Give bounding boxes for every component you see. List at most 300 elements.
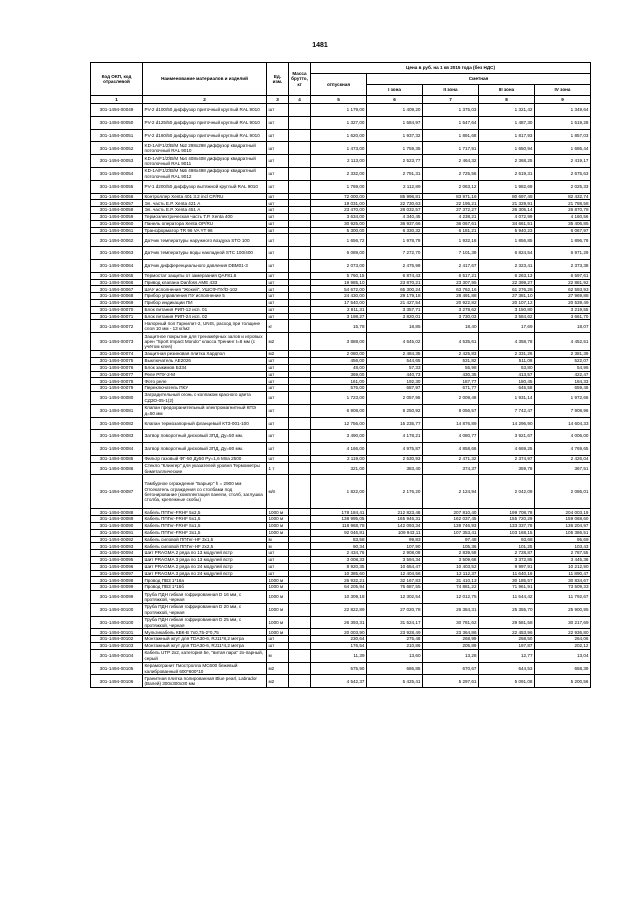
row-name: Фильтр газовый ФГ-50 Ду50 Ру=1,6 Мпа 2500 <box>143 455 267 462</box>
row-mass <box>289 142 311 155</box>
row-zone-3-price: 180,45 <box>479 378 535 385</box>
row-release-price: 456,00 <box>311 357 367 364</box>
row-name: Заградительный огонь с колпаком красного цвета СДЗО-05-1(2) <box>143 391 267 404</box>
row-zone-4-price: 4 160,56 <box>535 213 591 220</box>
row-mass <box>289 234 311 247</box>
table-row <box>91 286 591 293</box>
row-zone-3-price: 6 824,54 <box>479 247 535 260</box>
row-release-price: 2 073,00 <box>311 259 367 272</box>
row-zone-3-price: 1 817,93 <box>479 129 535 142</box>
row-name: KD-1A/F1/Z/B/M №4 408х408 диффузор квадратный потолочный RAL 9011 <box>143 155 267 168</box>
header-code: Код ОКП, код отраслевой <box>91 63 143 96</box>
row-zone-3-price: 26 305,14 <box>479 207 535 214</box>
row-unit: 1000 м <box>267 516 289 523</box>
row-zone-4-price: 159 068,60 <box>535 516 591 523</box>
row-code: 301-1494-00092 <box>91 536 143 543</box>
row-mass <box>289 313 311 320</box>
row-zone-1-price: 5 425,41 <box>367 675 423 688</box>
row-code: 301-1494-00062 <box>91 234 143 247</box>
row-unit: шт <box>267 313 289 320</box>
row-code: 301-1494-00069 <box>91 299 143 306</box>
row-zone-1-price: 22 730,63 <box>367 200 423 207</box>
row-zone-2-price: 2 725,56 <box>423 167 479 180</box>
row-zone-4-price: 1 972,66 <box>535 391 591 404</box>
table-row <box>91 306 591 313</box>
row-zone-2-price: 2 009,48 <box>423 391 479 404</box>
row-zone-1-price: 12 302,54 <box>367 591 423 604</box>
row-name: Клапан термозапорный фланцевый КТЗ-001-100 <box>143 417 267 430</box>
row-code: 301-1494-00072 <box>91 320 143 333</box>
row-unit: 1000 м <box>267 591 289 604</box>
row-zone-2-price: 30 781,62 <box>423 616 479 629</box>
row-zone-2-price: 671,77 <box>423 385 479 392</box>
row-zone-1-price: 6 330,32 <box>367 227 423 234</box>
row-zone-2-price: 162 037,45 <box>423 516 479 523</box>
row-code: 301-1494-00063 <box>91 247 143 260</box>
row-name: Эл. часть Е.Р. Xenta 421 А <box>143 200 267 207</box>
row-zone-4-price: 4 452,51 <box>535 333 591 351</box>
row-code: 301-1494-00067 <box>91 286 143 293</box>
row-zone-3-price: 4 669,25 <box>479 443 535 456</box>
row-name: Шит PRAGMA 2 ряда по 13 модулей встр <box>143 550 267 557</box>
row-code: 301-1494-00077 <box>91 371 143 378</box>
row-release-price: 161,00 <box>311 378 367 385</box>
table-row <box>91 509 591 516</box>
row-mass <box>289 200 311 207</box>
row-unit: шт <box>267 557 289 564</box>
row-zone-1-price: 1 937,32 <box>367 129 423 142</box>
row-zone-1-price: 29 179,18 <box>367 293 423 300</box>
row-zone-1-price: 31 524,17 <box>367 616 423 629</box>
row-release-price: 3 198,27 <box>311 313 367 320</box>
row-code: 301-1494-00053 <box>91 155 143 168</box>
row-name: Мультикабель КВК-В 7х0,75-2*0,75 <box>143 629 267 636</box>
row-unit: шт <box>267 142 289 155</box>
row-zone-3-price: 12,77 <box>479 649 535 662</box>
row-zone-2-price: 6 517,21 <box>423 272 479 279</box>
row-zone-2-price: 22 195,21 <box>423 200 479 207</box>
row-zone-1-price: 2 484,35 <box>367 351 423 358</box>
row-name: Стекло "Клингер" для указателей уровня Термометры биметаллические <box>143 462 267 475</box>
row-release-price: 3 634,00 <box>311 213 367 220</box>
row-zone-2-price: 2 839,58 <box>423 550 479 557</box>
row-release-price: 5 760,15 <box>311 272 367 279</box>
row-zone-2-price: 1 891,68 <box>423 129 479 142</box>
row-code: 301-1494-00099 <box>91 591 143 604</box>
column-number: 1 <box>91 96 143 104</box>
row-code: 301-1494-00051 <box>91 129 143 142</box>
row-zone-2-price: 26 384,31 <box>423 603 479 616</box>
row-name: Труба ПДН гибкая гофрированная D 25 мм, с протяжкой, черная <box>143 616 267 629</box>
row-code: 301-1494-00057 <box>91 200 143 207</box>
row-mass <box>289 180 311 193</box>
row-zone-1-price: 1 978,79 <box>367 234 423 247</box>
row-name: Клапан предохранительный электромагнитный КПЭ д=50 мм <box>143 404 267 417</box>
row-zone-3-price: 511,08 <box>479 357 535 364</box>
row-zone-4-price: 136 204,97 <box>535 523 591 530</box>
row-code: 301-1494-00091 <box>91 529 143 536</box>
row-release-price: 11,39 <box>311 649 367 662</box>
price-table <box>90 62 591 688</box>
row-zone-4-price: 13,04 <box>535 649 591 662</box>
row-code: 301-1494-00100 <box>91 603 143 616</box>
row-zone-4-price: 10 212,90 <box>535 563 591 570</box>
row-zone-3-price: 645,58 <box>479 385 535 392</box>
row-mass <box>289 550 311 557</box>
row-mass <box>289 636 311 643</box>
row-zone-3-price: 25 355,70 <box>479 603 535 616</box>
row-name: Шит PRAGMA 3 ряда по 13 модулей встр <box>143 557 267 564</box>
row-zone-2-price: 430,35 <box>423 371 479 378</box>
row-zone-1-price: 2 908,08 <box>367 550 423 557</box>
table-row <box>91 536 591 543</box>
row-name: Реле РПУ-2-М <box>143 371 267 378</box>
row-code: 301-1494-00049 <box>91 104 143 117</box>
row-code: 301-1494-00055 <box>91 180 143 193</box>
row-zone-2-price: 2 471,32 <box>423 455 479 462</box>
row-zone-2-price: 83 971,16 <box>423 193 479 200</box>
row-name: Блок питания РИП-12 исп. 01 <box>143 306 267 313</box>
row-zone-3-price: 258,50 <box>479 636 535 643</box>
row-zone-2-price: 23 307,95 <box>423 279 479 286</box>
row-code: 301-1494-00076 <box>91 364 143 371</box>
table-row <box>91 385 591 392</box>
row-zone-3-price: 1 650,94 <box>479 142 535 155</box>
column-number: 5 <box>311 96 367 104</box>
row-zone-4-price: 21 788,58 <box>535 200 591 207</box>
row-mass <box>289 371 311 378</box>
row-zone-2-price: 36 067,61 <box>423 220 479 227</box>
row-zone-1-price: 1 409,20 <box>367 104 423 117</box>
row-name: Кабель силовой ППГнг-HF 2х2,5 <box>143 543 267 550</box>
table-row <box>91 351 591 358</box>
row-zone-4-price: 2 419,17 <box>535 155 591 168</box>
row-unit: шт <box>267 417 289 430</box>
row-mass <box>289 259 311 272</box>
table-row <box>91 220 591 227</box>
row-name: Кабель ППГнг-FRHF 5х1,5 <box>143 516 267 523</box>
row-zone-4-price: 103,43 <box>535 543 591 550</box>
row-zone-1-price: 6 874,43 <box>367 272 423 279</box>
row-zone-2-price: 5 297,61 <box>423 675 479 688</box>
row-zone-1-price: 4 340,45 <box>367 213 423 220</box>
row-zone-4-price: 202,12 <box>535 643 591 650</box>
row-zone-1-price: 85 996,81 <box>367 193 423 200</box>
row-mass <box>289 116 311 129</box>
row-zone-4-price: 367,51 <box>535 462 591 475</box>
table-row <box>91 272 591 279</box>
row-mass <box>289 378 311 385</box>
row-mass <box>289 577 311 584</box>
header-zone-1: I зона <box>367 85 423 96</box>
header-release-price: отпускная <box>311 74 367 96</box>
row-zone-4-price: 18,07 <box>535 320 591 333</box>
row-zone-2-price: 2 063,12 <box>423 180 479 193</box>
row-zone-1-price: 687,97 <box>367 385 423 392</box>
table-row <box>91 649 591 662</box>
row-zone-3-price: 5 940,23 <box>479 227 535 234</box>
row-code: 301-1494-00061 <box>91 227 143 234</box>
row-zone-2-price: 12 112,37 <box>423 570 479 577</box>
row-name: Блок зажимов Б334 <box>143 364 267 371</box>
header-zone-3: III зона <box>479 85 535 96</box>
row-unit: шт <box>267 279 289 286</box>
table-row <box>91 320 591 333</box>
table-row <box>91 516 591 523</box>
row-unit: шт <box>267 213 289 220</box>
row-release-price: 64 205,94 <box>311 584 367 591</box>
row-unit: шт <box>267 129 289 142</box>
header-zone-4: IV зона <box>535 85 591 96</box>
row-code: 301-1494-00064 <box>91 259 143 272</box>
table-row <box>91 577 591 584</box>
table-row <box>91 279 591 286</box>
row-mass <box>289 155 311 168</box>
column-number: 7 <box>423 96 479 104</box>
row-unit: шт <box>267 364 289 371</box>
page-number: 1481 <box>312 42 328 49</box>
row-zone-2-price: 14 876,89 <box>423 417 479 430</box>
row-zone-2-price: 3 730,03 <box>423 313 479 320</box>
row-zone-4-price: 4 769,65 <box>535 443 591 456</box>
row-zone-2-price: 6 181,21 <box>423 227 479 234</box>
row-zone-3-price: 4 072,99 <box>479 213 535 220</box>
row-unit: 1 т <box>267 462 289 475</box>
row-zone-4-price: 5 200,56 <box>535 675 591 688</box>
row-unit: 1000 м <box>267 509 289 516</box>
row-code: 301-1494-00086 <box>91 462 143 475</box>
header-mass: Масса брутто, кг <box>289 63 311 96</box>
row-mass <box>289 643 311 650</box>
row-zone-3-price: 53,80 <box>479 364 535 371</box>
row-zone-2-price: 1 932,18 <box>423 234 479 247</box>
row-mass <box>289 649 311 662</box>
row-zone-1-price: 3 594,34 <box>367 557 423 564</box>
table-row <box>91 462 591 475</box>
row-zone-4-price: 62 593,93 <box>535 286 591 293</box>
row-zone-1-price: 4 975,87 <box>367 443 423 456</box>
table-row <box>91 591 591 604</box>
row-code: 301-1494-00094 <box>91 550 143 557</box>
header-zone-2: II зона <box>423 85 479 96</box>
row-zone-2-price: 4 858,66 <box>423 443 479 456</box>
row-zone-3-price: 1 856,85 <box>479 234 535 247</box>
row-unit: шт <box>267 272 289 279</box>
row-code: 301-1494-00096 <box>91 563 143 570</box>
row-unit: шт <box>267 570 289 577</box>
table-row <box>91 259 591 272</box>
row-zone-1-price: 4 178,21 <box>367 430 423 443</box>
row-name: PV-2 d100/50 диффузор приточный круглый RAL 9010 <box>143 104 267 117</box>
row-zone-2-price: 20 922,82 <box>423 299 479 306</box>
row-zone-3-price: 4 358,78 <box>479 333 535 351</box>
row-mass <box>289 167 311 180</box>
row-unit: шт <box>267 306 289 313</box>
row-zone-2-price: 3 278,62 <box>423 306 479 313</box>
row-zone-1-price: 4 645,02 <box>367 333 423 351</box>
row-code: 301-1494-00080 <box>91 391 143 404</box>
row-mass <box>289 675 311 688</box>
row-unit: шт <box>267 207 289 214</box>
row-name: PV-1 d200/50 диффузор вытяжной круглый RAL 9010 <box>143 180 267 193</box>
row-release-price: 6 089,00 <box>311 247 367 260</box>
row-zone-3-price: 2 368,25 <box>479 155 535 168</box>
row-mass <box>289 563 311 570</box>
row-release-price: 15,78 <box>311 320 367 333</box>
row-zone-1-price: 107,90 <box>367 543 423 550</box>
row-unit: шт <box>267 391 289 404</box>
table-row <box>91 603 591 616</box>
row-zone-3-price: 6 263,13 <box>479 272 535 279</box>
row-code: 301-1494-00058 <box>91 207 143 214</box>
row-zone-3-price: 359,78 <box>479 462 535 475</box>
row-release-price: 321,00 <box>311 462 367 475</box>
row-zone-1-price: 2 176,20 <box>367 475 423 509</box>
row-name: Переключатель ПКУ <box>143 385 267 392</box>
row-release-price: 20 003,90 <box>311 629 367 636</box>
row-code: 301-1494-00083 <box>91 430 143 443</box>
row-name: Прибор индикации ПИ <box>143 299 267 306</box>
row-zone-1-price: 2 475,99 <box>367 259 423 272</box>
row-release-price: 1 620,00 <box>311 129 367 142</box>
row-zone-3-price: 22 453,96 <box>479 629 535 636</box>
row-zone-2-price: 31 410,13 <box>423 577 479 584</box>
row-zone-3-price: 1 321,42 <box>479 104 535 117</box>
row-zone-4-price: 184,33 <box>535 378 591 385</box>
table-row <box>91 167 591 180</box>
row-code: 301-1494-00071 <box>91 313 143 320</box>
row-mass <box>289 357 311 364</box>
row-name: Датчик дифференциального давления DBM01-3 <box>143 259 267 272</box>
header-estimate-price: Сметная <box>367 74 591 85</box>
row-name: Провод ПВ3 1*16а <box>143 577 267 584</box>
row-zone-1-price: 36 937,66 <box>367 220 423 227</box>
row-zone-3-price: 2 619,31 <box>479 167 535 180</box>
row-code: 301-1494-00100 <box>91 616 143 629</box>
row-name: Кабель ППГнг-FRHF 5х2,5 <box>143 509 267 516</box>
row-unit: шт <box>267 404 289 417</box>
row-zone-2-price: 205,89 <box>423 643 479 650</box>
row-zone-2-price: 28 491,88 <box>423 293 479 300</box>
row-zone-1-price: 57,33 <box>367 364 423 371</box>
row-zone-3-price: 20 107,12 <box>479 299 535 306</box>
row-unit: шт <box>267 563 289 570</box>
row-zone-1-price: 15 235,77 <box>367 417 423 430</box>
row-release-price: 5 300,00 <box>311 227 367 234</box>
row-code: 301-1494-00095 <box>91 557 143 564</box>
row-unit: 1000 м <box>267 629 289 636</box>
row-mass <box>289 207 311 214</box>
row-zone-4-price: 22 936,80 <box>535 629 591 636</box>
row-name: KD-1A/F1/Z/B/M №5 498х498 диффузор квадратный потолочный RAL 9012 <box>143 167 267 180</box>
row-zone-2-price: 97,48 <box>423 536 479 543</box>
table-row <box>91 357 591 364</box>
row-unit: шт <box>267 180 289 193</box>
row-code: 301-1494-00089 <box>91 516 143 523</box>
table-row <box>91 629 591 636</box>
row-release-price: 26 393,31 <box>311 616 367 629</box>
row-release-price: 230,64 <box>311 636 367 643</box>
row-zone-4-price: 95,69 <box>535 536 591 543</box>
row-release-price: 54 672,00 <box>311 286 367 293</box>
row-release-price: 8 920,35 <box>311 563 367 570</box>
row-code: 301-1494-00088 <box>91 509 143 516</box>
column-number: 9 <box>535 96 591 104</box>
row-mass <box>289 404 311 417</box>
row-zone-4-price: 73 509,33 <box>535 584 591 591</box>
row-name: PV-2 d125/50 диффузор приточный круглый RAL 9010 <box>143 116 267 129</box>
row-mass <box>289 462 311 475</box>
row-mass <box>289 320 311 333</box>
row-mass <box>289 543 311 550</box>
row-zone-4-price: 6 067,97 <box>535 227 591 234</box>
row-zone-4-price: 264,06 <box>535 636 591 643</box>
row-zone-4-price: 14 604,33 <box>535 417 591 430</box>
table-row <box>91 299 591 306</box>
row-zone-1-price: 10 654,47 <box>367 563 423 570</box>
row-name: Напорный пол Гарнилит-2, UNIS, расход при толщине слоя 10 мм - 13 кг/м2 <box>143 320 267 333</box>
row-zone-4-price: 2 426,04 <box>535 455 591 462</box>
row-unit: шт <box>267 259 289 272</box>
row-zone-4-price: 1 349,64 <box>535 104 591 117</box>
row-zone-3-price: 5 091,08 <box>479 675 535 688</box>
row-zone-1-price: 2 523,77 <box>367 155 423 168</box>
column-number: 2 <box>143 96 267 104</box>
row-zone-3-price: 11 640,16 <box>479 570 535 577</box>
row-zone-4-price: 659,46 <box>535 385 591 392</box>
row-release-price: 1 723,00 <box>311 391 367 404</box>
row-zone-3-price: 34 661,51 <box>479 220 535 227</box>
row-mass <box>289 475 311 509</box>
table-row <box>91 563 591 570</box>
row-zone-2-price: 207 810,40 <box>423 509 479 516</box>
row-mass <box>289 279 311 286</box>
row-zone-4-price: 522,07 <box>535 357 591 364</box>
row-name: Прибор управления ПУ исполнение 5 <box>143 293 267 300</box>
table-row <box>91 371 591 378</box>
row-zone-1-price: 210,86 <box>367 643 423 650</box>
row-unit: м <box>267 536 289 543</box>
row-mass <box>289 391 311 404</box>
row-zone-4-price: 35 406,85 <box>535 220 591 227</box>
row-zone-1-price: 18,85 <box>367 320 423 333</box>
row-zone-2-price: 27 372,27 <box>423 207 479 214</box>
row-code: 301-1494-00079 <box>91 385 143 392</box>
row-unit: шт <box>267 247 289 260</box>
row-zone-3-price: 3 372,85 <box>479 557 535 564</box>
row-code: 301-1494-00106 <box>91 675 143 688</box>
row-release-price: 176,54 <box>311 643 367 650</box>
row-unit: м/п <box>267 475 289 509</box>
row-zone-1-price: 65 300,24 <box>367 286 423 293</box>
row-release-price: 24 430,00 <box>311 293 367 300</box>
row-release-price: 576,00 <box>311 385 367 392</box>
row-zone-1-price: 544,65 <box>367 357 423 364</box>
row-zone-4-price: 2 373,38 <box>535 259 591 272</box>
row-zone-3-price: 1 982,69 <box>479 180 535 193</box>
row-zone-4-price: 30 834,67 <box>535 577 591 584</box>
row-unit: шт <box>267 385 289 392</box>
table-row <box>91 584 591 591</box>
row-zone-1-price: 440,73 <box>367 371 423 378</box>
row-zone-2-price: 105,36 <box>423 543 479 550</box>
row-zone-1-price: 383,40 <box>367 462 423 475</box>
table-row <box>91 104 591 117</box>
row-zone-3-price: 103 168,15 <box>479 529 535 536</box>
row-release-price: 72 000,00 <box>311 193 367 200</box>
row-name: Кабель UTP 2х2, категория 5е, "витая пара" 2х-парный, серый <box>143 649 267 662</box>
row-zone-2-price: 531,82 <box>423 357 479 364</box>
